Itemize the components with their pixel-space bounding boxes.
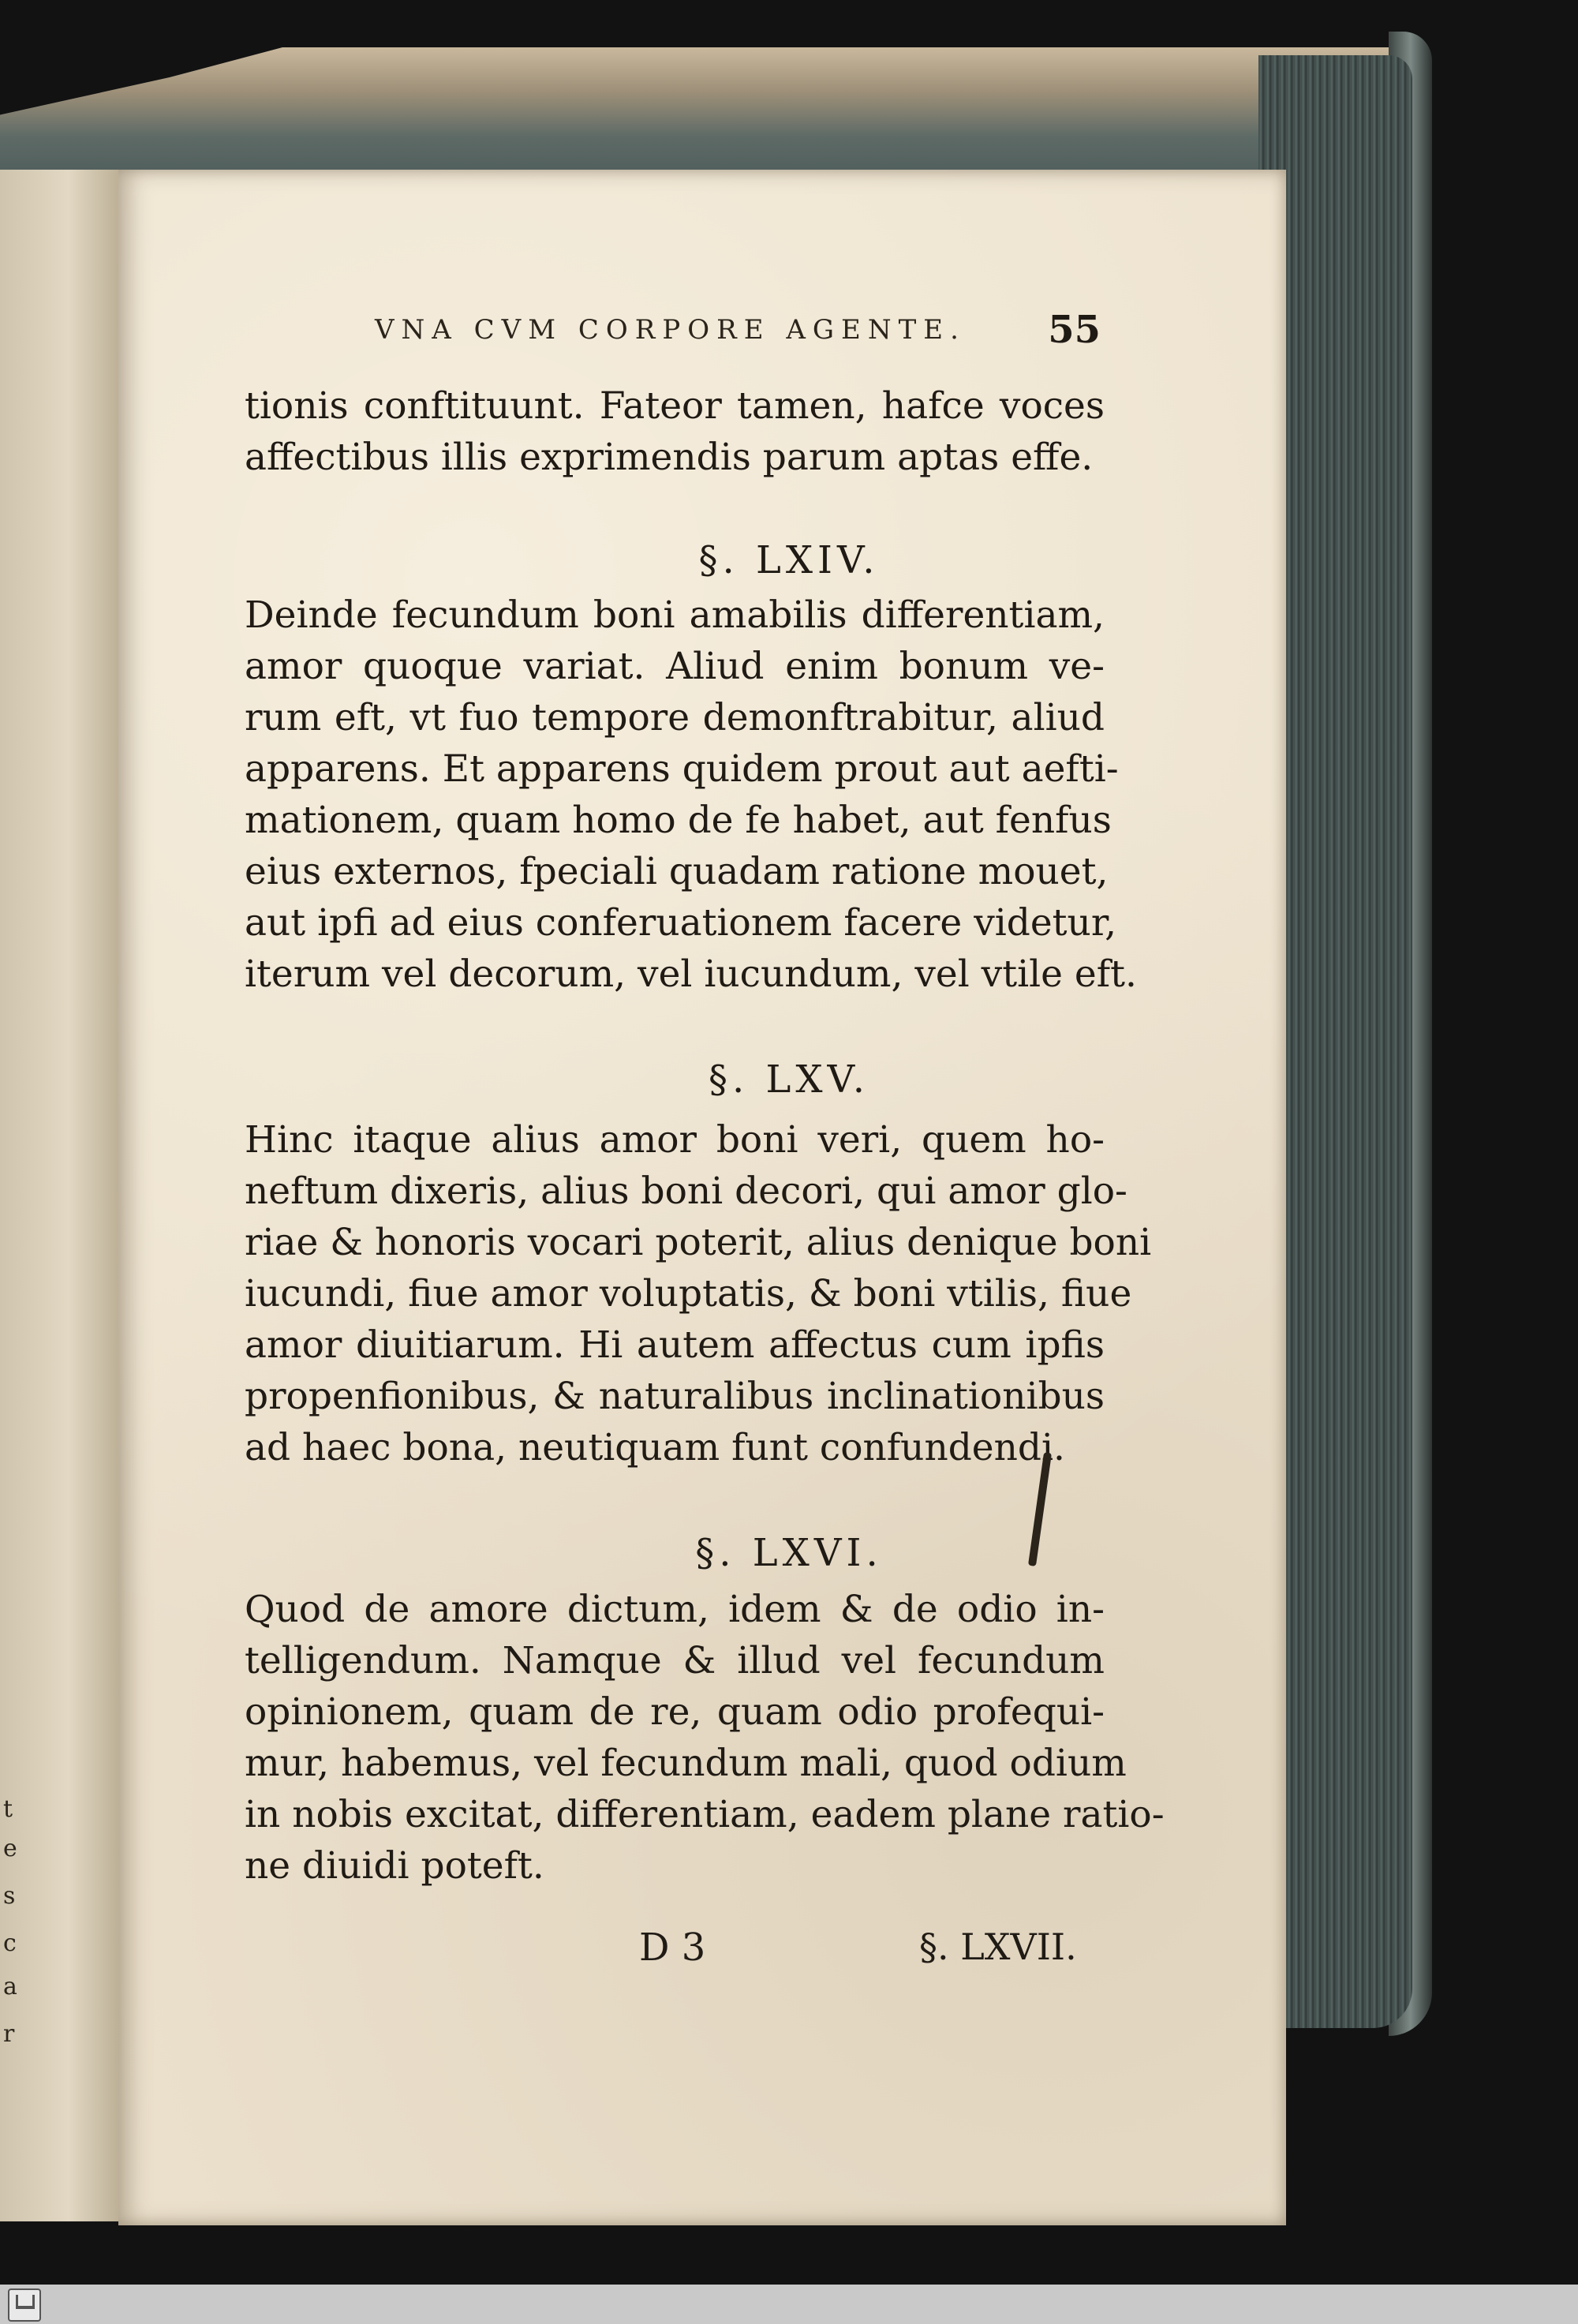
- text-line: amor quoque variat. Aliud enim bonum ve-: [245, 645, 1105, 688]
- text-line: iterum vel decorum, vel iucundum, vel vtile eft.: [245, 952, 1137, 996]
- left-page-fragment: [0, 170, 127, 2221]
- text-line: eius externos, fpeciali quadam ratione mouet,: [245, 850, 1109, 893]
- section-heading-66: §. LXVI.: [695, 1531, 883, 1575]
- left-page-mark: c: [3, 1929, 17, 1957]
- text-line: aut ipfi ad eius conferuationem facere videtur,: [245, 901, 1117, 945]
- text-line: mur, habemus, vel fecundum mali, quod odium: [245, 1742, 1127, 1785]
- text-line: Deinde fecundum boni amabilis differentiam,: [245, 593, 1105, 637]
- section-heading-64: §. LXIV.: [698, 538, 880, 582]
- text-line: telligendum. Namque & illud vel fecundum: [245, 1639, 1105, 1682]
- text-line: iucundi, fiue amor voluptatis, & boni vtilis, fiue: [245, 1272, 1132, 1315]
- left-page-mark: r: [3, 2020, 15, 2048]
- library-logo-icon[interactable]: [8, 2288, 41, 2322]
- text-line: Quod de amore dictum, idem & de odio in-: [245, 1588, 1105, 1631]
- text-line: ad haec bona, neutiquam funt confundendi.: [245, 1426, 1065, 1469]
- running-title: VNA CVM CORPORE AGENTE.: [375, 314, 966, 346]
- left-page-mark: e: [3, 1835, 17, 1862]
- signature-mark: D 3: [639, 1925, 706, 1970]
- running-head: [375, 308, 1109, 361]
- left-page-mark: t: [3, 1795, 13, 1823]
- text-line: affectibus illis exprimendis parum aptas effe.: [245, 436, 1094, 479]
- text-line: apparens. Et apparens quidem prout aut aefti-: [245, 747, 1119, 791]
- text-line: propenfionibus, & naturalibus inclinationibus: [245, 1375, 1105, 1418]
- text-line: mationem, quam homo de fe habet, aut fenfus: [245, 799, 1112, 842]
- text-line: riae & honoris vocari poterit, alius denique boni: [245, 1221, 1152, 1264]
- text-line: in nobis excitat, differentiam, eadem plane ratio-: [245, 1793, 1165, 1836]
- text-line: amor diuitiarum. Hi autem affectus cum ipfis: [245, 1323, 1105, 1367]
- left-page-mark: s: [3, 1882, 16, 1910]
- left-page-mark: a: [3, 1973, 17, 2000]
- section-heading-65: §. LXV.: [708, 1057, 870, 1102]
- text-line: tionis conftituunt. Fateor tamen, hafce voces: [245, 384, 1105, 428]
- text-line: rum eft, vt fuo tempore demonftrabitur, aliud: [245, 696, 1105, 739]
- page-number: 55: [1048, 308, 1101, 352]
- viewer-bottom-bar: [0, 2285, 1578, 2324]
- text-line: neftum dixeris, alius boni decori, qui amor glo-: [245, 1169, 1127, 1213]
- text-line: ne diuidi poteft.: [245, 1844, 544, 1888]
- text-line: Hinc itaque alius amor boni veri, quem ho-: [245, 1118, 1105, 1162]
- catchword: §. LXVII.: [919, 1925, 1077, 1968]
- text-line: opinionem, quam de re, quam odio profequi-: [245, 1690, 1105, 1734]
